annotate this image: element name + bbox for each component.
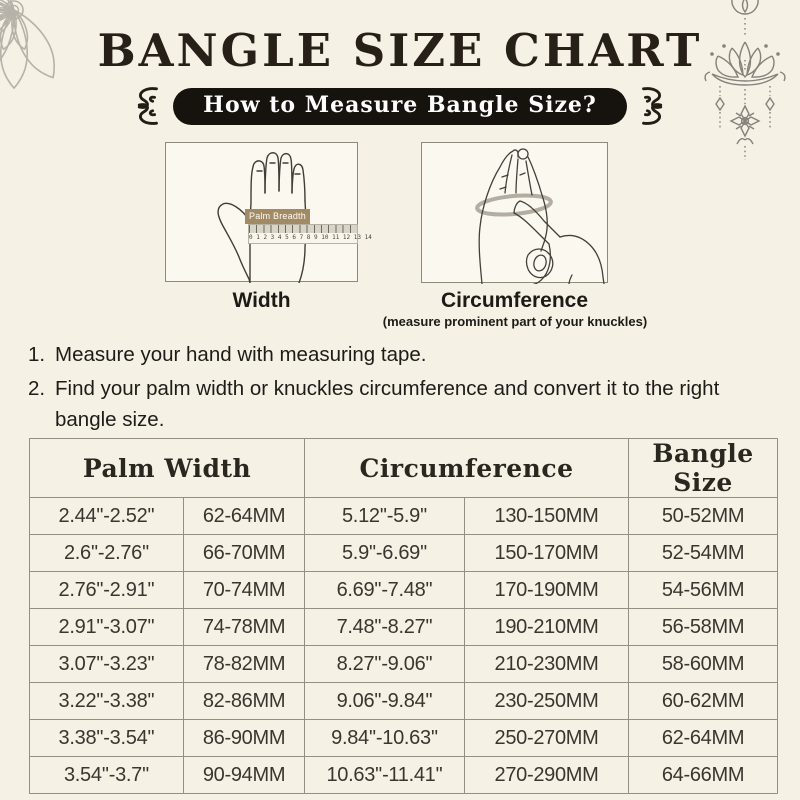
table-row (30, 646, 778, 683)
table-row (30, 498, 778, 535)
table-row (30, 609, 778, 646)
palm-width-in: 3.07''-3.23'' (30, 646, 184, 683)
step-number: 2. (28, 377, 46, 401)
palm-width-in: 2.76''-2.91'' (30, 572, 184, 609)
bangle-size: 52-54MM (629, 535, 778, 572)
instruction-step-1 (28, 339, 746, 370)
palm-width-mm: 70-74MM (184, 572, 305, 609)
bangle-size: 50-52MM (629, 498, 778, 535)
bangle-size: 64-66MM (629, 757, 778, 794)
circumference-in: 8.27''-9.06'' (305, 646, 465, 683)
palm-width-in: 3.22''-3.38'' (30, 683, 184, 720)
circumference-in: 6.69''-7.48'' (305, 572, 465, 609)
page-title: BANGLE SIZE CHART (97, 24, 703, 77)
circumference-note: (measure prominent part of your knuckles) (382, 314, 648, 329)
squiggle-right-icon (636, 84, 674, 128)
circumference-mm: 190-210MM (465, 609, 629, 646)
circumference-in: 9.84''-10.63'' (305, 720, 465, 757)
hand-tape-illustration (422, 143, 609, 284)
table-row (30, 757, 778, 794)
palm-width-in: 3.38''-3.54'' (30, 720, 184, 757)
palm-width-mm: 78-82MM (184, 646, 305, 683)
step-text: Measure your hand with measuring tape. (55, 343, 427, 366)
width-caption: Width (232, 289, 291, 312)
palm-width-mm: 74-78MM (184, 609, 305, 646)
circumference-in: 5.9''-6.69'' (305, 535, 465, 572)
how-to-measure-badge: How to Measure Bangle Size? (173, 88, 627, 125)
squiggle-left-icon (126, 84, 164, 128)
header-palm-width: Palm Width (30, 439, 305, 498)
bangle-size: 62-64MM (629, 720, 778, 757)
instruction-step-2 (28, 373, 746, 435)
circumference-mm: 270-290MM (465, 757, 629, 794)
circumference-mm: 170-190MM (465, 572, 629, 609)
badge-row (0, 84, 800, 128)
palm-width-in: 2.44''-2.52'' (30, 498, 184, 535)
palm-width-mm: 86-90MM (184, 720, 305, 757)
palm-width-in: 2.6''-2.76'' (30, 535, 184, 572)
table-row (30, 720, 778, 757)
palm-width-mm: 82-86MM (184, 683, 305, 720)
circumference-in: 10.63''-11.41'' (305, 757, 465, 794)
width-measure-figure (165, 142, 372, 282)
circumference-in: 9.06''-9.84'' (305, 683, 465, 720)
bangle-size: 54-56MM (629, 572, 778, 609)
circumference-measure-figure (421, 142, 608, 283)
ruler-numbers: 0 1 2 3 4 5 6 7 8 9 10 11 12 13 14 (249, 234, 372, 241)
bangle-size: 58-60MM (629, 646, 778, 683)
palm-width-in: 2.91''-3.07'' (30, 609, 184, 646)
table-header-row (30, 439, 778, 498)
circumference-caption: Circumference (440, 289, 589, 312)
header-bangle-size: Bangle Size (629, 439, 778, 498)
circumference-mm: 250-270MM (465, 720, 629, 757)
instructions (28, 339, 746, 438)
table-row (30, 535, 778, 572)
ruler-ticks (249, 225, 357, 233)
palm-width-mm: 66-70MM (184, 535, 305, 572)
step-text: Find your palm width or knuckles circumference and convert it to the right bangle size. (55, 377, 720, 432)
table-row (30, 683, 778, 720)
circumference-in: 5.12''-5.9'' (305, 498, 465, 535)
circumference-mm: 150-170MM (465, 535, 629, 572)
palm-width-in: 3.54''-3.7'' (30, 757, 184, 794)
palm-width-mm: 90-94MM (184, 757, 305, 794)
circumference-mm: 210-230MM (465, 646, 629, 683)
table-row (30, 572, 778, 609)
bangle-size-table (29, 438, 778, 794)
header-circumference: Circumference (305, 439, 629, 498)
circumference-mm: 230-250MM (465, 683, 629, 720)
bangle-size: 56-58MM (629, 609, 778, 646)
palm-breadth-label: Palm Breadth (245, 209, 310, 224)
circumference-mm: 130-150MM (465, 498, 629, 535)
step-number: 1. (28, 343, 46, 366)
bangle-size: 60-62MM (629, 683, 778, 720)
circumference-in: 7.48''-8.27'' (305, 609, 465, 646)
palm-width-mm: 62-64MM (184, 498, 305, 535)
ruler (248, 224, 372, 244)
